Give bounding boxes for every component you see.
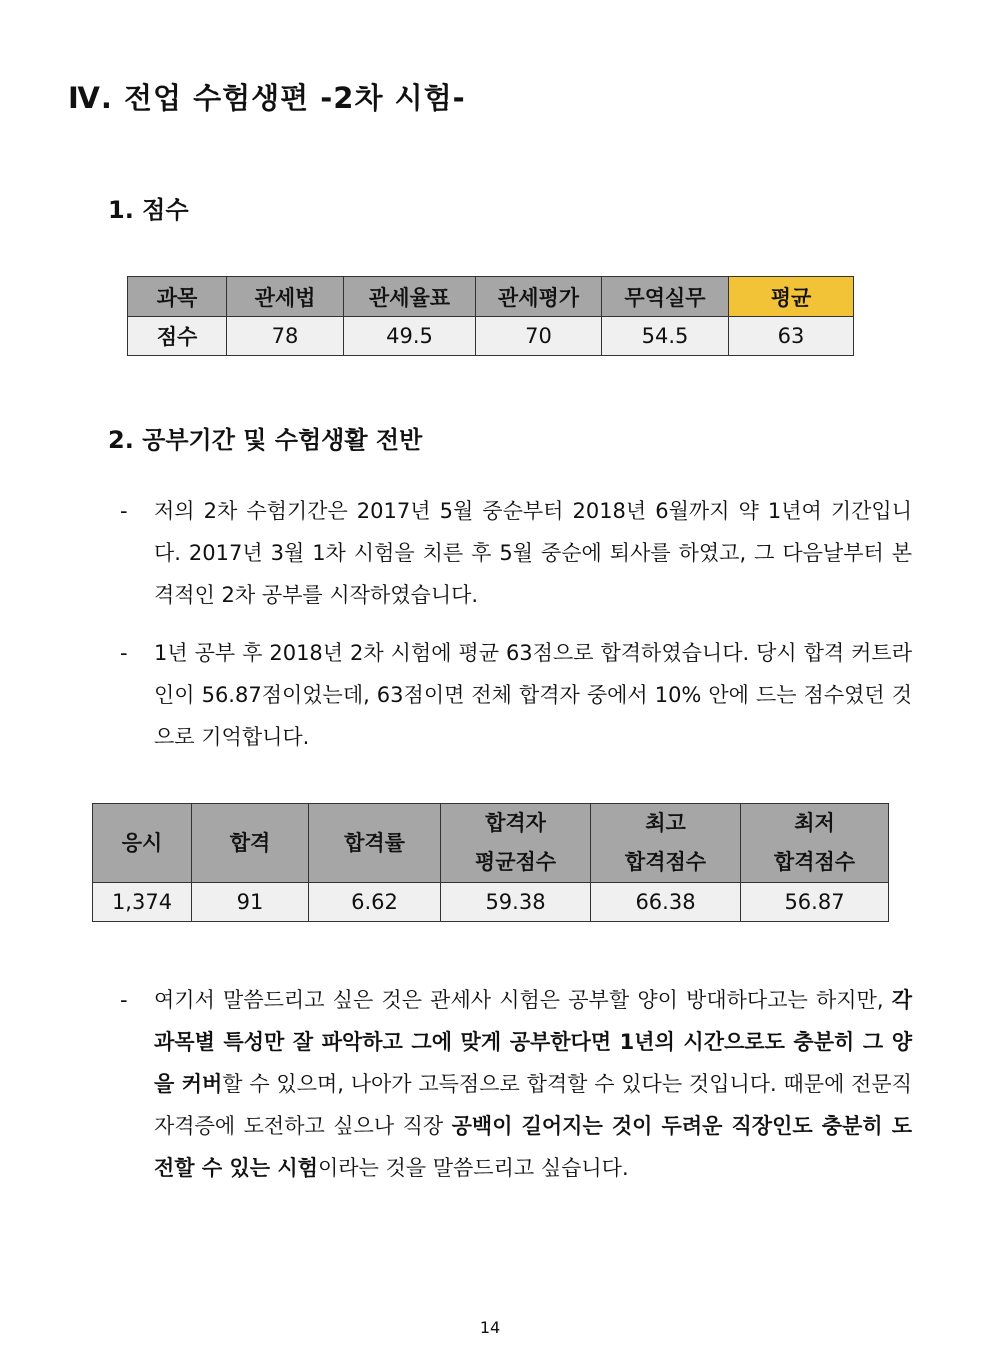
- header-text: 합격점수: [624, 850, 707, 874]
- table-header-cell: [192, 804, 309, 883]
- table-header-cell: [93, 804, 192, 883]
- table-header-cell: [441, 804, 591, 883]
- header-text: 합격점수: [773, 850, 856, 874]
- header-text: 합격: [229, 830, 271, 855]
- page-number: 14: [479, 1318, 501, 1337]
- table-row-header: 점수: [128, 317, 227, 356]
- bullet: -: [120, 641, 128, 665]
- section-heading-scores: 1. 점수: [108, 196, 189, 224]
- table-cell: 56.87: [741, 883, 889, 922]
- emphasis-text: 공백이 길어지는 것이 두려운 직장인도 충분히 도전할 수 있는 시험: [154, 1114, 913, 1180]
- table-header-cell: [741, 804, 889, 883]
- header-text: 평균점수: [474, 850, 557, 874]
- paragraph-text: 저의 2차 수험기간은 2017년 5월 중순부터 2018년 6월까지 약 1년여 기간입니다. 2017년 3월 1차 시험을 치른 후 5월 중순에 퇴사를 하였고, 그 다음날부터 본격적인 2차 공부를 시작하였습니다.: [154, 499, 912, 607]
- paragraph-text: 여기서 말씀드리고 싶은 것은 관세사 시험은 공부할 양이 방대하다고는 하지만,: [154, 988, 892, 1012]
- header-text: 합격자: [485, 811, 546, 835]
- header-text: 응시: [121, 830, 163, 855]
- score-table: [127, 276, 854, 356]
- table-row: [128, 317, 854, 356]
- table-cell: 66.38: [591, 883, 741, 922]
- table-header-cell: 관세평가: [476, 277, 602, 317]
- table-cell-average: 63: [729, 317, 854, 356]
- paragraph: [120, 490, 912, 616]
- paragraph: [120, 979, 913, 1189]
- header-text: 최고: [645, 811, 686, 835]
- table-cell: 91: [192, 883, 309, 922]
- table-header-row: [93, 804, 889, 883]
- table-cell: 70: [476, 317, 602, 356]
- paragraph-text: 1년 공부 후 2018년 2차 시험에 평균 63점으로 합격하였습니다. 당시 합격 커트라인이 56.87점이었는데, 63점이면 전체 합격자 중에서 10% 안에 드는 점수였던 것으로 기억합니다.: [154, 641, 912, 749]
- table-header-cell: 관세율표: [344, 277, 476, 317]
- table-header-cell: 관세법: [227, 277, 344, 317]
- table-cell: 1,374: [93, 883, 192, 922]
- header-text: 합격률: [344, 830, 405, 855]
- table-header-cell: 과목: [128, 277, 227, 317]
- table-cell: 6.62: [309, 883, 441, 922]
- paragraph: [120, 632, 912, 758]
- table-header-cell: 무역실무: [602, 277, 729, 317]
- page-title: Ⅳ. 전업 수험생편 -2차 시험-: [68, 81, 466, 115]
- table-header-cell: [591, 804, 741, 883]
- table-cell: 54.5: [602, 317, 729, 356]
- table-header-cell: [309, 804, 441, 883]
- paragraph-text: 할 수 있으며, 나아가 고득점으로 합격할 수 있다는 것입니다. 때문에 전문직 자격증에 도전하고 싶으나 직장: [154, 1072, 912, 1138]
- table-header-average: 평균: [729, 277, 854, 317]
- table-row: [93, 883, 889, 922]
- header-text: 최저: [794, 811, 835, 835]
- table-cell: 49.5: [344, 317, 476, 356]
- section-heading-study: 2. 공부기간 및 수험생활 전반: [108, 426, 423, 454]
- bullet: -: [120, 499, 128, 523]
- table-cell: 78: [227, 317, 344, 356]
- table-cell: 59.38: [441, 883, 591, 922]
- emphasis-text: 각 과목별 특성만 잘 파악하고 그에 맞게 공부한다면 1년의 시간으로도 충분히 그 양을 커버: [154, 988, 912, 1096]
- stats-table: [92, 803, 889, 922]
- paragraph-text: 이라는 것을 말씀드리고 싶습니다.: [317, 1156, 629, 1180]
- bullet: -: [120, 988, 128, 1012]
- table-header-row: [128, 277, 854, 317]
